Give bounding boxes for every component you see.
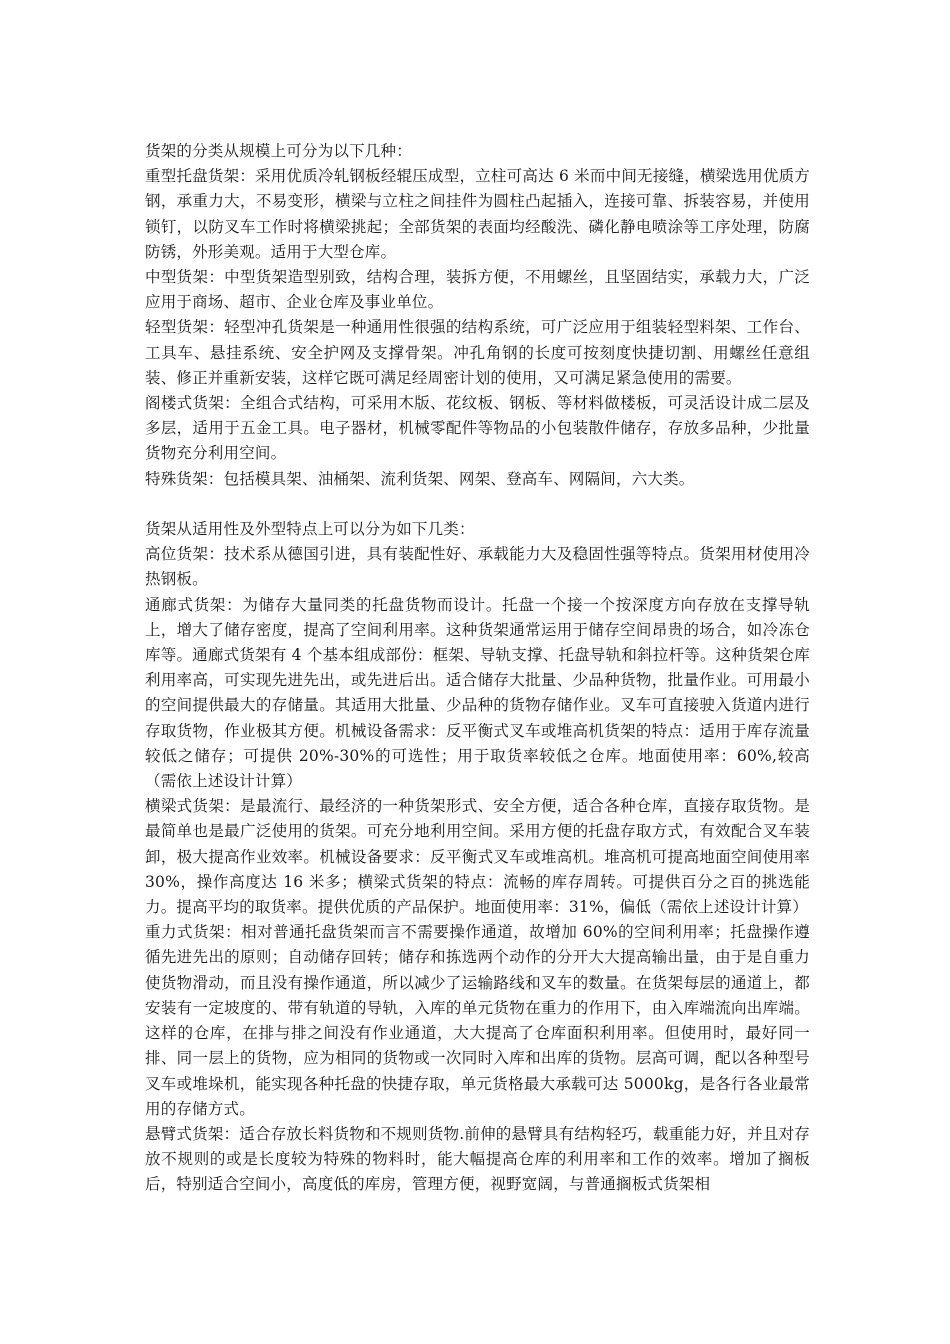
section1-heading: 货架的分类从规模上可分为以下几种： xyxy=(145,142,412,160)
paragraph-light-rack: 轻型货架：轻型冲孔货架是一种通用性很强的结构系统，可广泛应用于组装轻型料架、工作台、工具车、悬挂系统、安全护网及支撑骨架。冲孔角钢的长度可按刻度快捷切割、用螺丝任意组装、修正并重新安装，这样它既可满足经周密计划的使用，又可满足紧急使用的需要。 xyxy=(145,318,810,387)
paragraph-medium-rack: 中型货架：中型货架造型别致，结构合理，装拆方便，不用螺丝，且坚固结实，承载力大，广泛应用于商场、超市、企业仓库及事业单位。 xyxy=(145,268,810,312)
paragraph-cantilever-rack: 悬臂式货架：适合存放长料货物和不规则货物.前伸的悬臂具有结构轻巧，载重能力好，并且对存放不规则的或是长度较为特殊的物料时，能大幅提高仓库的利用率和工作的效率。增加了搁板后，特别适合空间小，高度低的库房，管理方便，视野宽阔，与普通搁板式货架相 xyxy=(145,1124,810,1194)
paragraph-drive-in-rack: 通廊式货架：为储存大量同类的托盘货物而设计。托盘一个接一个按深度方向存放在支撑导轨上，增大了储存密度，提高了空间利用率。这种货架通常运用于储存空间昂贵的场合，如冷冻仓库等。通廊式货架有 4 个基本组成部份：框架、导轨支撑、托盘导轨和斜拉杆等。这种货架仓库利用率高，可实现先进先出，或先进后出。适合储存大批量、少品种货物，批量作业。可用最小的空间提供最大的存储量。其适用大批量、少品种的货物存储作业。叉车可直接驶入货道内进行存取货物，作业极其方便。机械设备需求：反平衡式叉车或堆高机货架的特点：适用于库存流量较低之储存；可提供 20%-30%的可选性；用于取货率较低之仓库。地面使用率：60%,较高（需依上述设计计算） xyxy=(145,595,810,791)
paragraph-high-bay-rack: 高位货架：技术系从德国引进，具有装配性好、承载能力大及稳固性强等特点。货架用材使用冷热钢板。 xyxy=(145,545,810,589)
document-page xyxy=(145,139,810,1198)
paragraph-gravity-rack: 重力式货架：相对普通托盘货架而言不需要操作通道，故增加 60%的空间利用率；托盘操作遵循先进先出的原则；自动储存回转；储存和拣选两个动作的分开大大提高输出量，由于是自重力使货物滑动，而且没有操作通道，所以减少了运输路线和叉车的数量。在货架每层的通道上，都安装有一定坡度的、带有轨道的导轨，入库的单元货物在重力的作用下，由入库端流向出库端。这样的仓库，在排与排之间没有作业通道，大大提高了仓库面积利用率。但使用时，最好同一排、同一层上的货物，应为相同的货物或一次同时入库和出库的货物。层高可调，配以各种型号叉车或堆垛机，能实现各种托盘的快捷存取，单元货格最大承载可达 5000kg，是各行各业最常用的存储方式。 xyxy=(145,923,810,1118)
paragraph-beam-rack: 横梁式货架：是最流行、最经济的一种货架形式、安全方便，适合各种仓库，直接存取货物。是最简单也是最广泛使用的货架。可充分地利用空间。采用方便的托盘存取方式，有效配合叉车装卸，极大提高作业效率。机械设备要求：反平衡式叉车或堆高机。堆高机可提高地面空间使用率 30%，操作高度达 16 米多；横梁式货架的特点：流畅的库存周转。可提供百分之百的挑选能力。提高平均的取货率。提供优质的产品保护。地面使用率：31%，偏低（需依上述设计计算） xyxy=(145,797,810,917)
paragraph-special-rack: 特殊货架：包括模具架、油桶架、流利货架、网架、登高车、网隔间，六大类。 xyxy=(145,469,695,488)
section2-heading: 货架从适用性及外型特点上可以分为如下几类： xyxy=(145,520,475,539)
paragraph-mezzanine-rack: 阁楼式货架：全组合式结构，可采用木版、花纹板、钢板、等材料做楼板，可灵活设计成二层及多层，适用于五金工具。电子器材，机械零配件等物品的小包装散件储存，存放多品种，少批量货物充分利用空间。 xyxy=(145,394,810,463)
paragraph-heavy-pallet-rack: 重型托盘货架：采用优质冷轧钢板经辊压成型，立柱可高达 6 米而中间无接缝，横梁选用优质方钢，承重力大，不易变形，横梁与立柱之间挂件为圆柱凸起插入，连接可靠、拆装容易，并使用锁钉，以防叉车工作时将横梁挑起；全部货架的表面均经酸洗、磷化静电喷涂等工序处理，防腐防锈，外形美观。适用于大型仓库。 xyxy=(145,167,810,261)
section-divider xyxy=(145,492,810,517)
